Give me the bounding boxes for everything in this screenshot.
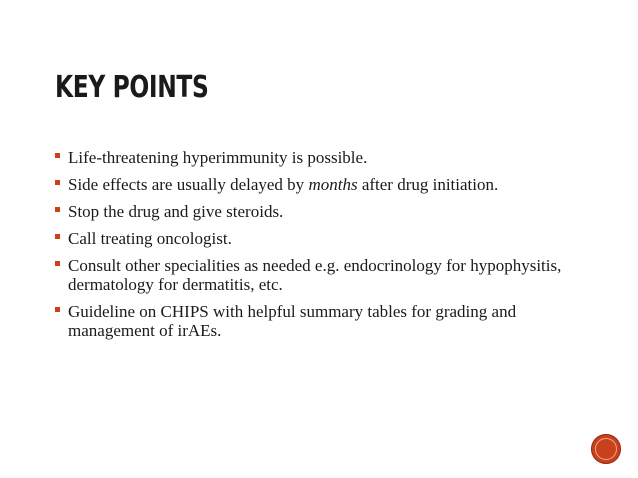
square-bullet-icon	[55, 180, 60, 185]
bullet-item	[55, 302, 595, 340]
bullet-item	[55, 175, 595, 194]
bullet-text	[68, 175, 498, 194]
square-bullet-icon	[55, 207, 60, 212]
bullet-list	[55, 148, 595, 348]
bullet-text: Guideline on CHIPS with helpful summary tables for grading and management of irAEs.	[68, 302, 517, 340]
bullet-item	[55, 202, 595, 221]
orange-circle-icon	[591, 434, 621, 464]
square-bullet-icon	[55, 153, 60, 158]
square-bullet-icon	[55, 307, 60, 312]
bullet-text-after: after drug initiation.	[357, 175, 499, 194]
bullet-item	[55, 256, 595, 294]
slide-title: KEY POINTS	[55, 70, 209, 105]
bullet-text-emphasis: months	[308, 175, 358, 194]
bullet-item	[55, 148, 595, 167]
bullet-text: Consult other specialities as needed e.g. endocrinology for hypophysitis, dermatology for dermatitis, etc.	[68, 256, 562, 294]
bullet-text-before: Side effects are usually delayed by	[68, 175, 309, 194]
bullet-text: Life-threatening hyperimmunity is possible.	[68, 148, 368, 167]
bullet-item	[55, 229, 595, 248]
square-bullet-icon	[55, 234, 60, 239]
bullet-text: Stop the drug and give steroids.	[68, 202, 284, 221]
square-bullet-icon	[55, 261, 60, 266]
bullet-text: Call treating oncologist.	[68, 229, 232, 248]
